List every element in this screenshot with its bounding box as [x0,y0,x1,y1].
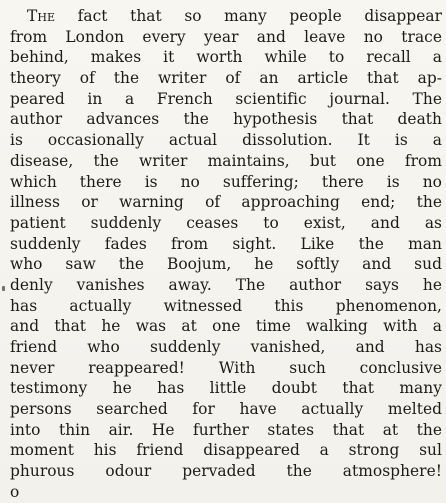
article-line: patient suddenly ceases to exist, and as [10,213,442,232]
ink-speck [2,286,5,291]
article-line: peared in a French scientific journal. The [10,89,442,108]
lead-capitals: The [27,7,56,25]
article-line: theory of the writer of an article that ap- [10,69,442,88]
article-line: friend who suddenly vanished, and has [10,338,442,356]
article-line: is occasionally actual dissolution. It is a [10,131,442,150]
article-line: denly vanishes away. The author says he [10,275,442,294]
article-line: into thin air. He further states that at the [10,420,442,439]
article-line: phurous odour pervaded the atmosphere! [10,462,442,481]
article-line: moment his friend disappeared a strong sul [10,441,442,460]
article-line: never reappeared! With such conclusive [10,358,442,377]
article-line: who saw the Boojum, he softly and sud [10,255,442,274]
article-line: from London every year and leave no trace [10,27,442,46]
article-line: testimony he has little doubt that many [10,379,442,398]
article-line: The fact that so many people disappear [27,7,442,25]
article-line: disease, the writer maintains, but one from [10,151,442,170]
article-line: author advances the hypothesis that death [10,110,442,129]
article-line: persons searched for have actually melted [10,400,442,419]
article-column [10,6,442,501]
article-line: illness or warning of approaching end; the [10,193,442,212]
article-line: which there is no suffering; there is no [10,172,442,191]
article-line: suddenly fades from sight. Like the man [10,234,442,253]
article-line-cut-off: o [10,482,20,501]
article-line: and that he was at one time walking with a [10,317,442,336]
article-line: behind, makes it worth while to recall a [10,48,442,67]
article-line: has actually witnessed this phenomenon, [10,296,442,315]
